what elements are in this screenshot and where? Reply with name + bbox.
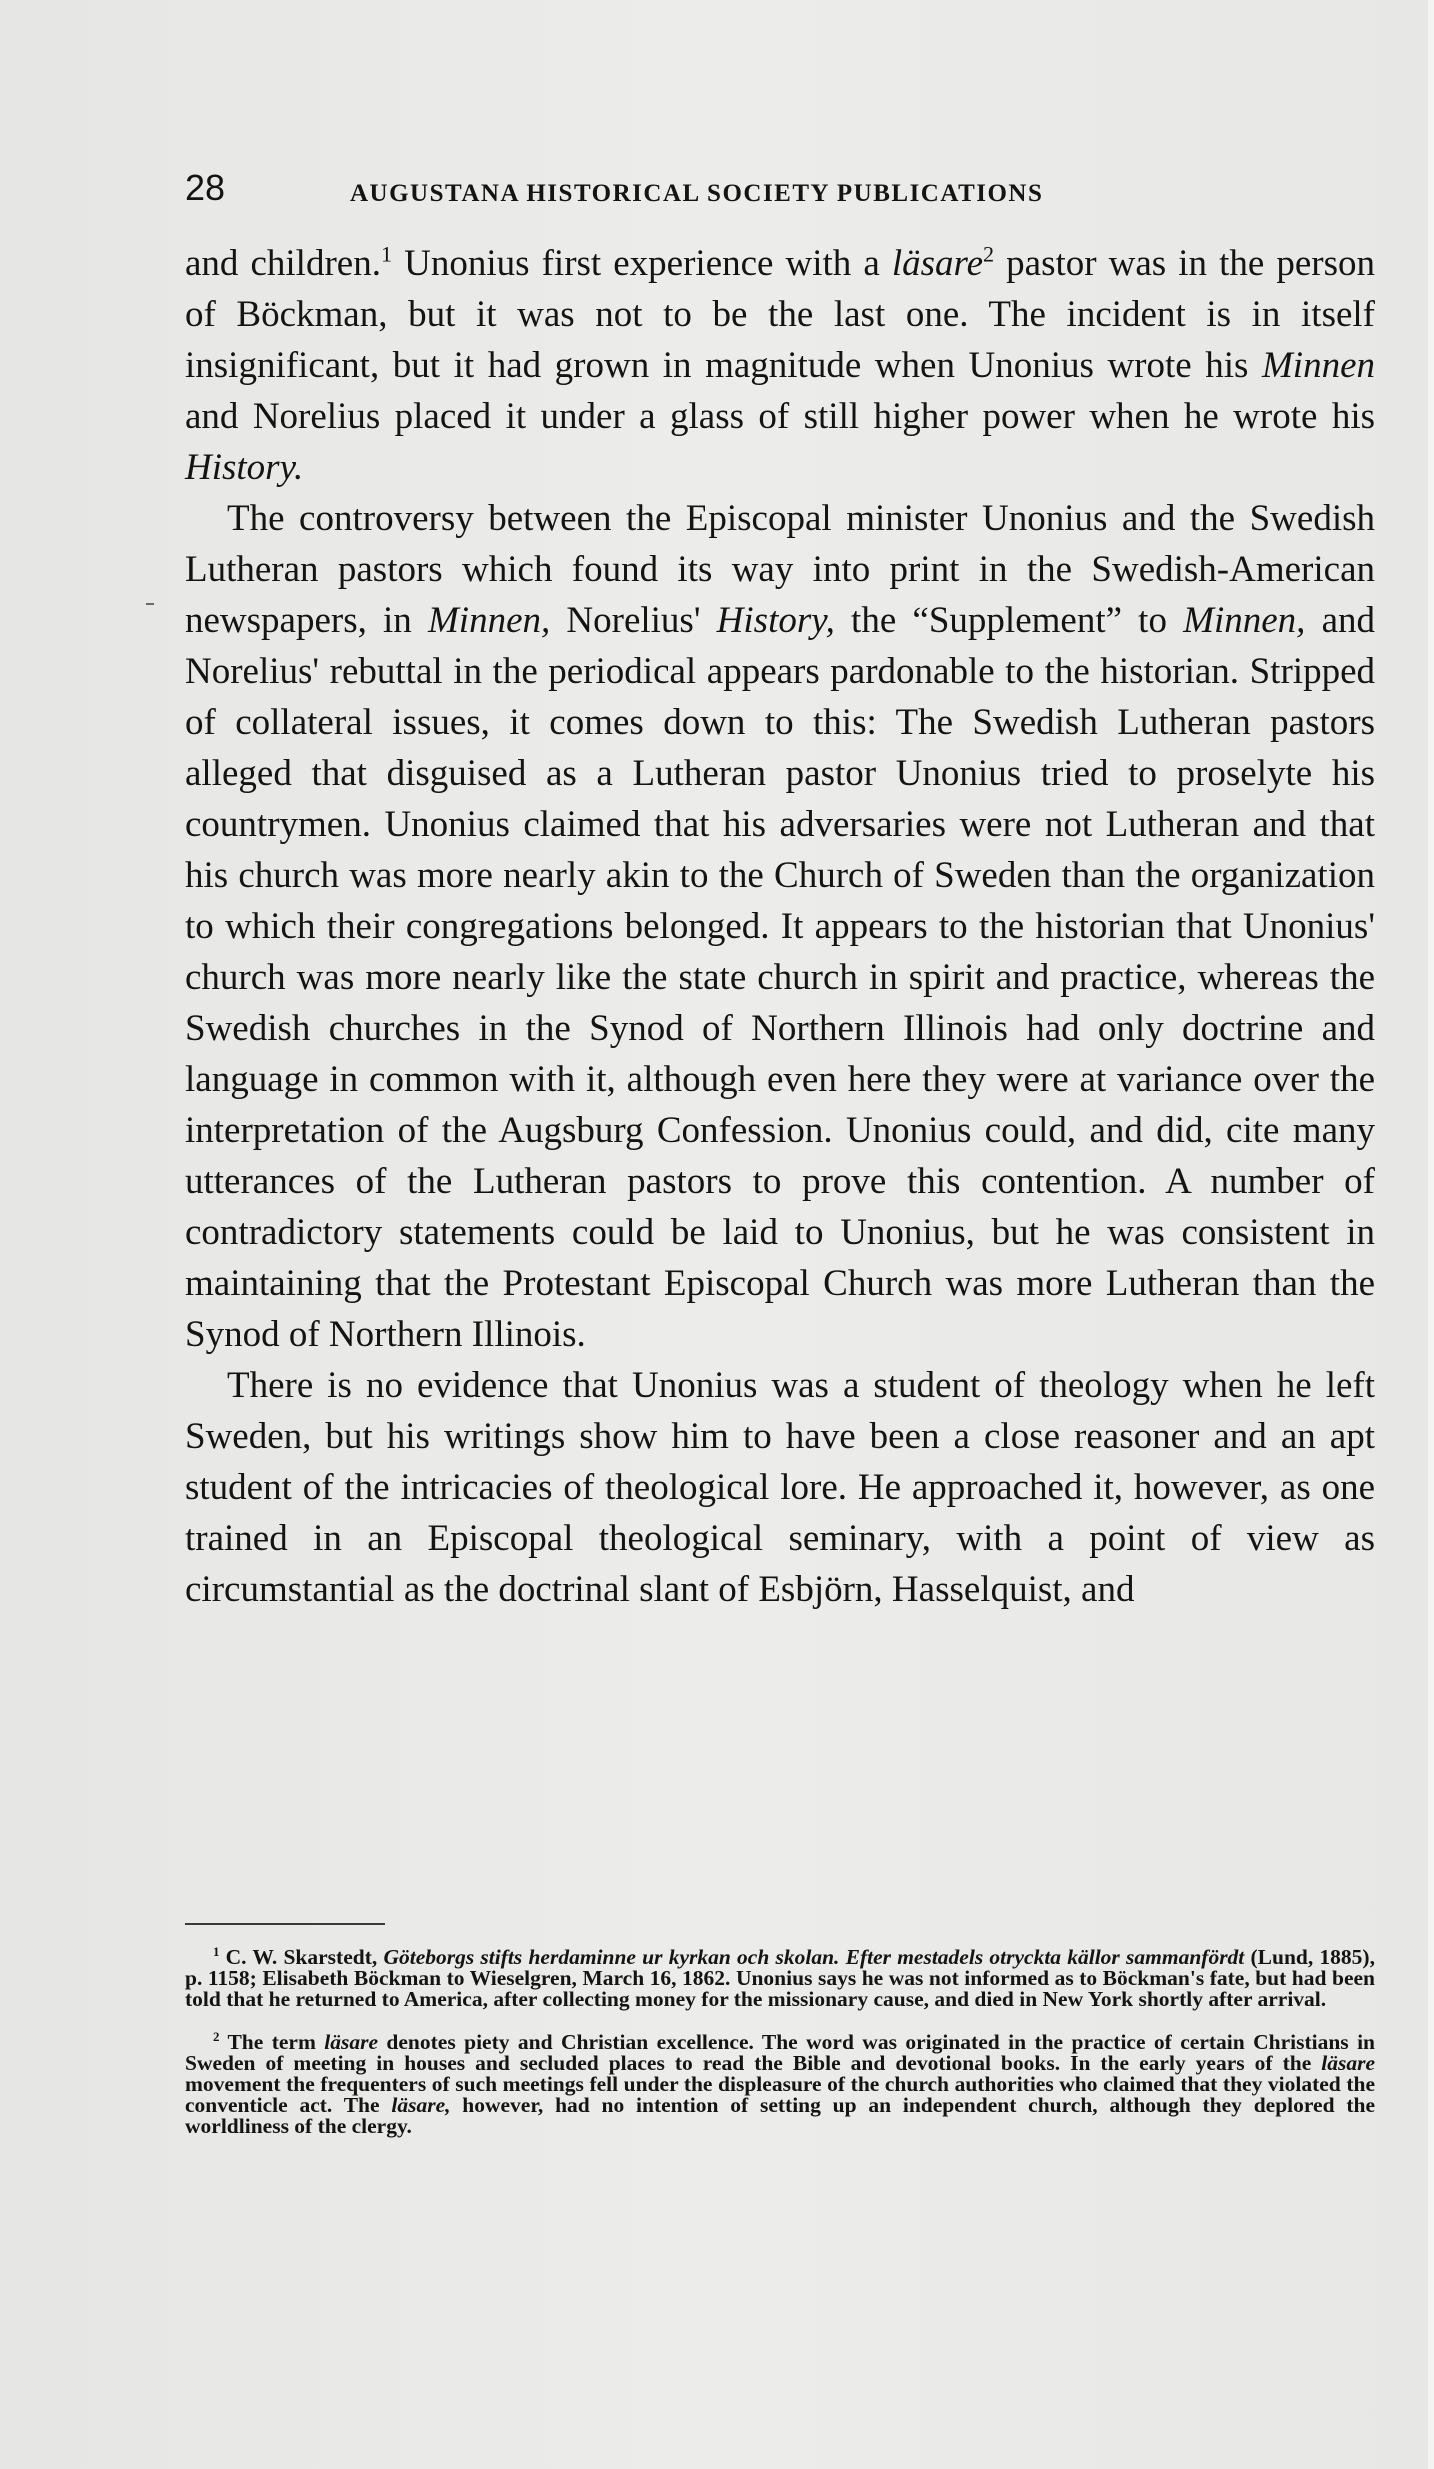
text-run: and Norelius placed it under a glass of still higher power when he wrote his <box>185 396 1375 437</box>
text-run: The controversy between the Episcopal minister Unonius and the Swedish Lutheran pastors which found its way into print in the Swedish-American newspapers, in <box>185 498 1375 641</box>
italic-term: läsare <box>891 243 983 284</box>
running-head: AUGUSTANA HISTORICAL SOCIETY PUBLICATIONS <box>350 180 1044 207</box>
footnote-mark-1: 1 <box>213 1944 220 1959</box>
paragraph-1 <box>185 238 1375 493</box>
italic-title: History, <box>716 600 835 641</box>
italic-term: läsare <box>1321 2051 1375 2075</box>
italic-title: Göteborgs stifts herdaminne ur kyrkan och skolan. Efter mestadels otryckta källor sammanfördt <box>383 1945 1245 1969</box>
text-run: the “Supplement” to <box>834 600 1184 641</box>
text-run: Unonius first experience with a <box>392 243 892 284</box>
footnote-ref-2: 2 <box>983 241 995 267</box>
footnote-mark-2: 2 <box>213 2029 220 2044</box>
footnotes <box>185 1944 1376 2159</box>
footnote-ref-1: 1 <box>380 241 393 267</box>
italic-title: Minnen, <box>427 600 551 641</box>
text-run: movement the frequenters of such meetings fell under the displeasure of the church authorities who claimed that they violated the conventicle act. The <box>185 2072 1375 2117</box>
page-edge <box>1428 0 1434 2469</box>
italic-title: Minnen, <box>1183 600 1306 641</box>
paragraph-2 <box>185 493 1375 1360</box>
text-run: The term <box>219 2030 325 2054</box>
italic-term: läsare <box>324 2030 379 2054</box>
text-run: Norelius' <box>550 600 717 641</box>
footnote-1 <box>185 1944 1375 2011</box>
paragraph-3 <box>185 1360 1375 1615</box>
italic-title: History. <box>185 447 304 488</box>
text-run: C. W. Skarstedt, <box>219 1945 384 1969</box>
text-run: There is no evidence that Unonius was a student of theology when he left Sweden, but his writings show him to have been a close reasoner and an apt student of the intricacies of theological lore. He approached it, however, as one trained in an Episcopal theological seminary, with a point of view as circumstantial as the doctrinal slant of Esbjörn, Hasselquist, and <box>185 1365 1375 1610</box>
text-run: however, had no intention of setting up an independent church, although they deplored the worldliness of the clergy. <box>185 2093 1375 2138</box>
page-number: 28 <box>185 167 226 208</box>
text-run: and children. <box>185 243 381 284</box>
footnote-divider <box>185 1923 385 1925</box>
text-run: and Norelius' rebuttal in the periodical appears pardonable to the historian. Stripped of collateral issues, it comes down to this: The Swedish Lutheran pastors alleged that disguised as a Lutheran pastor Unonius tried to proselyte his countrymen. Unonius claimed that his adversaries were not Lutheran and that his church was more nearly akin to the Church of Sweden than the organization to which their congregations belonged. It appears to the historian that Unonius' church was more nearly like the state church in spirit and practice, whereas the Swedish churches in the Synod of Northern Illinois had only doctrine and language in common with it, although even here they were at variance over the interpretation of the Augsburg Confession. Unonius could, and did, cite many utterances of the Lutheran pastors to prove this contention. A number of contradictory statements could be laid to Unonius, but he was consistent in maintaining that the Protestant Episcopal Church was more Lutheran than the Synod of Northern Illinois. <box>185 600 1375 1355</box>
italic-title: Minnen <box>1261 345 1375 386</box>
body-text <box>185 238 1375 1615</box>
page-header <box>185 168 1370 218</box>
text-run: pastor was in the person of Böckman, but it was not to be the last one. The incident is in itself insignificant, but it had grown in magnitude when Unonius wrote his <box>185 243 1375 386</box>
margin-mark <box>146 603 154 605</box>
italic-term: läsare, <box>391 2093 451 2117</box>
footnote-2 <box>185 2029 1376 2138</box>
text-run: (Lund, 1885), p. 1158; Elisabeth Böckman to Wieselgren, March 16, 1862. Unonius says he was not informed as to Böckman's fate, but had been told that he returned to America, after collecting money for the missionary cause, and died in New York shortly after arrival. <box>185 1945 1375 2011</box>
text-run: denotes piety and Christian excellence. The word was originated in the practice of certain Christians in Sweden of meeting in houses and secluded places to read the Bible and devotional books. In the early years of the <box>185 2030 1376 2075</box>
